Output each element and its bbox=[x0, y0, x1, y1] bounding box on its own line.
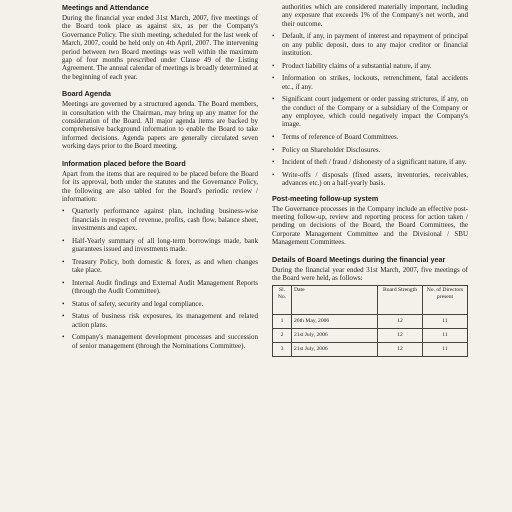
list-item: • Treasury Policy, both domestic & forex, as and when changes take place. bbox=[62, 257, 258, 275]
column-header-date: Date bbox=[292, 286, 378, 315]
cell-board-strength: 12 bbox=[378, 343, 423, 357]
bullet-icon: • bbox=[272, 145, 275, 154]
bullet-icon: • bbox=[272, 74, 275, 83]
board-meetings-table bbox=[272, 285, 468, 357]
table-row bbox=[273, 343, 468, 357]
cell-board-strength: 12 bbox=[378, 315, 423, 329]
bullet-icon: • bbox=[62, 299, 65, 308]
post-meeting-heading: Post-meeting follow-up system bbox=[272, 193, 379, 203]
column-header-directors-present: No. of Directors present bbox=[423, 286, 468, 315]
table-header-row bbox=[273, 286, 468, 315]
list-item: • Policy on Shareholder Disclosures. bbox=[272, 145, 381, 154]
cell-date: 21st July, 2006 bbox=[292, 329, 378, 343]
right-column bbox=[272, 3, 468, 357]
cell-directors-present: 11 bbox=[423, 315, 468, 329]
list-item: • Write-offs / disposals (fixed assets, inventories, receivables, advances etc.) on a half-yearly basis. bbox=[272, 170, 468, 188]
bullet-icon: • bbox=[272, 61, 275, 70]
bullet-icon: • bbox=[272, 158, 275, 167]
cell-sl-no: 3 bbox=[273, 343, 292, 357]
list-item: • Status of business risk exposures, its management and related action plans. bbox=[62, 312, 258, 329]
post-meeting-paragraph: The Governance processes in the Company include an effective post-meeting follow-up, review and reporting process for action taken / pending on decisions of the Board, the Board Committees, the Corporate Management Committee and the Divisional / SBU Management Committees. bbox=[272, 204, 468, 247]
board-agenda-paragraph: Meetings are governed by a structured agenda. The Board members, in consultation with the Chairman, may bring up any matter for the consideration of the Board. All major agenda items are backed by comprehensive background information to enable the Board to take informed decisions. Agenda papers are generally circulated seven working days prior to the Board meeting. bbox=[62, 100, 258, 151]
bullet-icon: • bbox=[62, 333, 65, 342]
cell-board-strength: 12 bbox=[378, 329, 423, 343]
cell-directors-present: 11 bbox=[423, 329, 468, 343]
information-placed-heading: Information placed before the Board bbox=[62, 158, 186, 168]
column-header-sl-no: Sl. No. bbox=[273, 286, 292, 315]
cell-sl-no: 1 bbox=[273, 315, 292, 329]
cell-directors-present: 11 bbox=[423, 343, 468, 357]
meetings-attendance-heading: Meetings and Attendance bbox=[62, 3, 149, 12]
information-placed-paragraph: Apart from the items that are required to be placed before the Board for its approval, both under the statutes and the Governance Policy, the following are also tabled for the Board's periodic review / information: bbox=[62, 169, 258, 203]
list-item: • Half-Yearly summary of all long-term borrowings made, bank guarantees issued and investments made. bbox=[62, 236, 258, 254]
list-item: • Company's management development processes and succession of senior management (through the Nominations Committee). bbox=[62, 333, 258, 350]
list-item: • Internal Audit findings and External Audit Management Reports (through the Audit Committee). bbox=[62, 278, 258, 296]
cell-date: 21st July, 2006 bbox=[292, 343, 378, 357]
review-items-list bbox=[62, 207, 258, 350]
bullet-icon: • bbox=[272, 32, 275, 41]
table-row bbox=[273, 315, 468, 329]
left-column bbox=[62, 3, 258, 356]
bullet-icon: • bbox=[62, 236, 65, 245]
board-meetings-details-paragraph: During the financial year ended 31st March, 2007, five meetings of the Board were held, as follows: bbox=[272, 265, 468, 283]
list-item: • Incident of theft / fraud / dishonesty of a significant nature, if any. bbox=[272, 158, 467, 167]
list-item: • Status of safety, security and legal compliance. bbox=[62, 299, 204, 308]
table-row bbox=[273, 329, 468, 343]
bullet-icon: • bbox=[272, 95, 275, 104]
bullet-icon: • bbox=[272, 133, 275, 142]
list-item: • Terms of reference of Board Committees. bbox=[272, 133, 399, 142]
list-item: • Product liability claims of a substantial nature, if any. bbox=[272, 61, 432, 70]
bullet-icon: • bbox=[62, 207, 65, 216]
bullet-icon: • bbox=[272, 170, 275, 179]
list-item: • Significant court judgement or order passing strictures, if any, on the conduct of the Company or a subsidiary of the Company or any employee, which could negatively impact the Company's image. bbox=[272, 95, 468, 129]
board-meetings-details-heading: Details of Board Meetings during the financial year bbox=[272, 254, 446, 264]
list-item: • Information on strikes, lockouts, retrenchment, fatal accidents etc., if any. bbox=[272, 74, 468, 91]
meetings-attendance-paragraph: During the financial year ended 31st March, 2007, five meetings of the Board took place as against six, as per the Company's Governance Policy. The sixth meeting, scheduled for the last week of March, 2007, could be held only on 4th April, 2007. The intervening period between two Board meetings was well within the maximum gap of four months prescribed under Clause 49 of the Listing Agreement. The annual calendar of meetings is broadly determined at the beginning of each year. bbox=[62, 14, 258, 81]
board-agenda-heading: Board Agenda bbox=[62, 89, 111, 99]
bullet-icon: • bbox=[62, 257, 65, 266]
review-items-list-continued bbox=[272, 32, 468, 187]
column-header-board-strength: Board Strength bbox=[378, 286, 423, 315]
bullet-icon: • bbox=[62, 312, 65, 321]
list-item: • Quarterly performance against plan, including business-wise financials in respect of revenue, profits, cash flow, balance sheet, investments and capex. bbox=[62, 207, 258, 233]
bullet-icon: • bbox=[62, 278, 65, 287]
cell-date: 26th May, 2006 bbox=[292, 315, 378, 329]
list-item: • Default, if any, in payment of interest and repayment of principal on any public deposit, dues to any major creditor or financial institution. bbox=[272, 32, 468, 58]
continued-paragraph: authorities which are considered materially important, including any exposure that exceeds 1% of the Company's net worth, and their outcome. bbox=[282, 3, 468, 28]
cell-sl-no: 2 bbox=[273, 329, 292, 343]
